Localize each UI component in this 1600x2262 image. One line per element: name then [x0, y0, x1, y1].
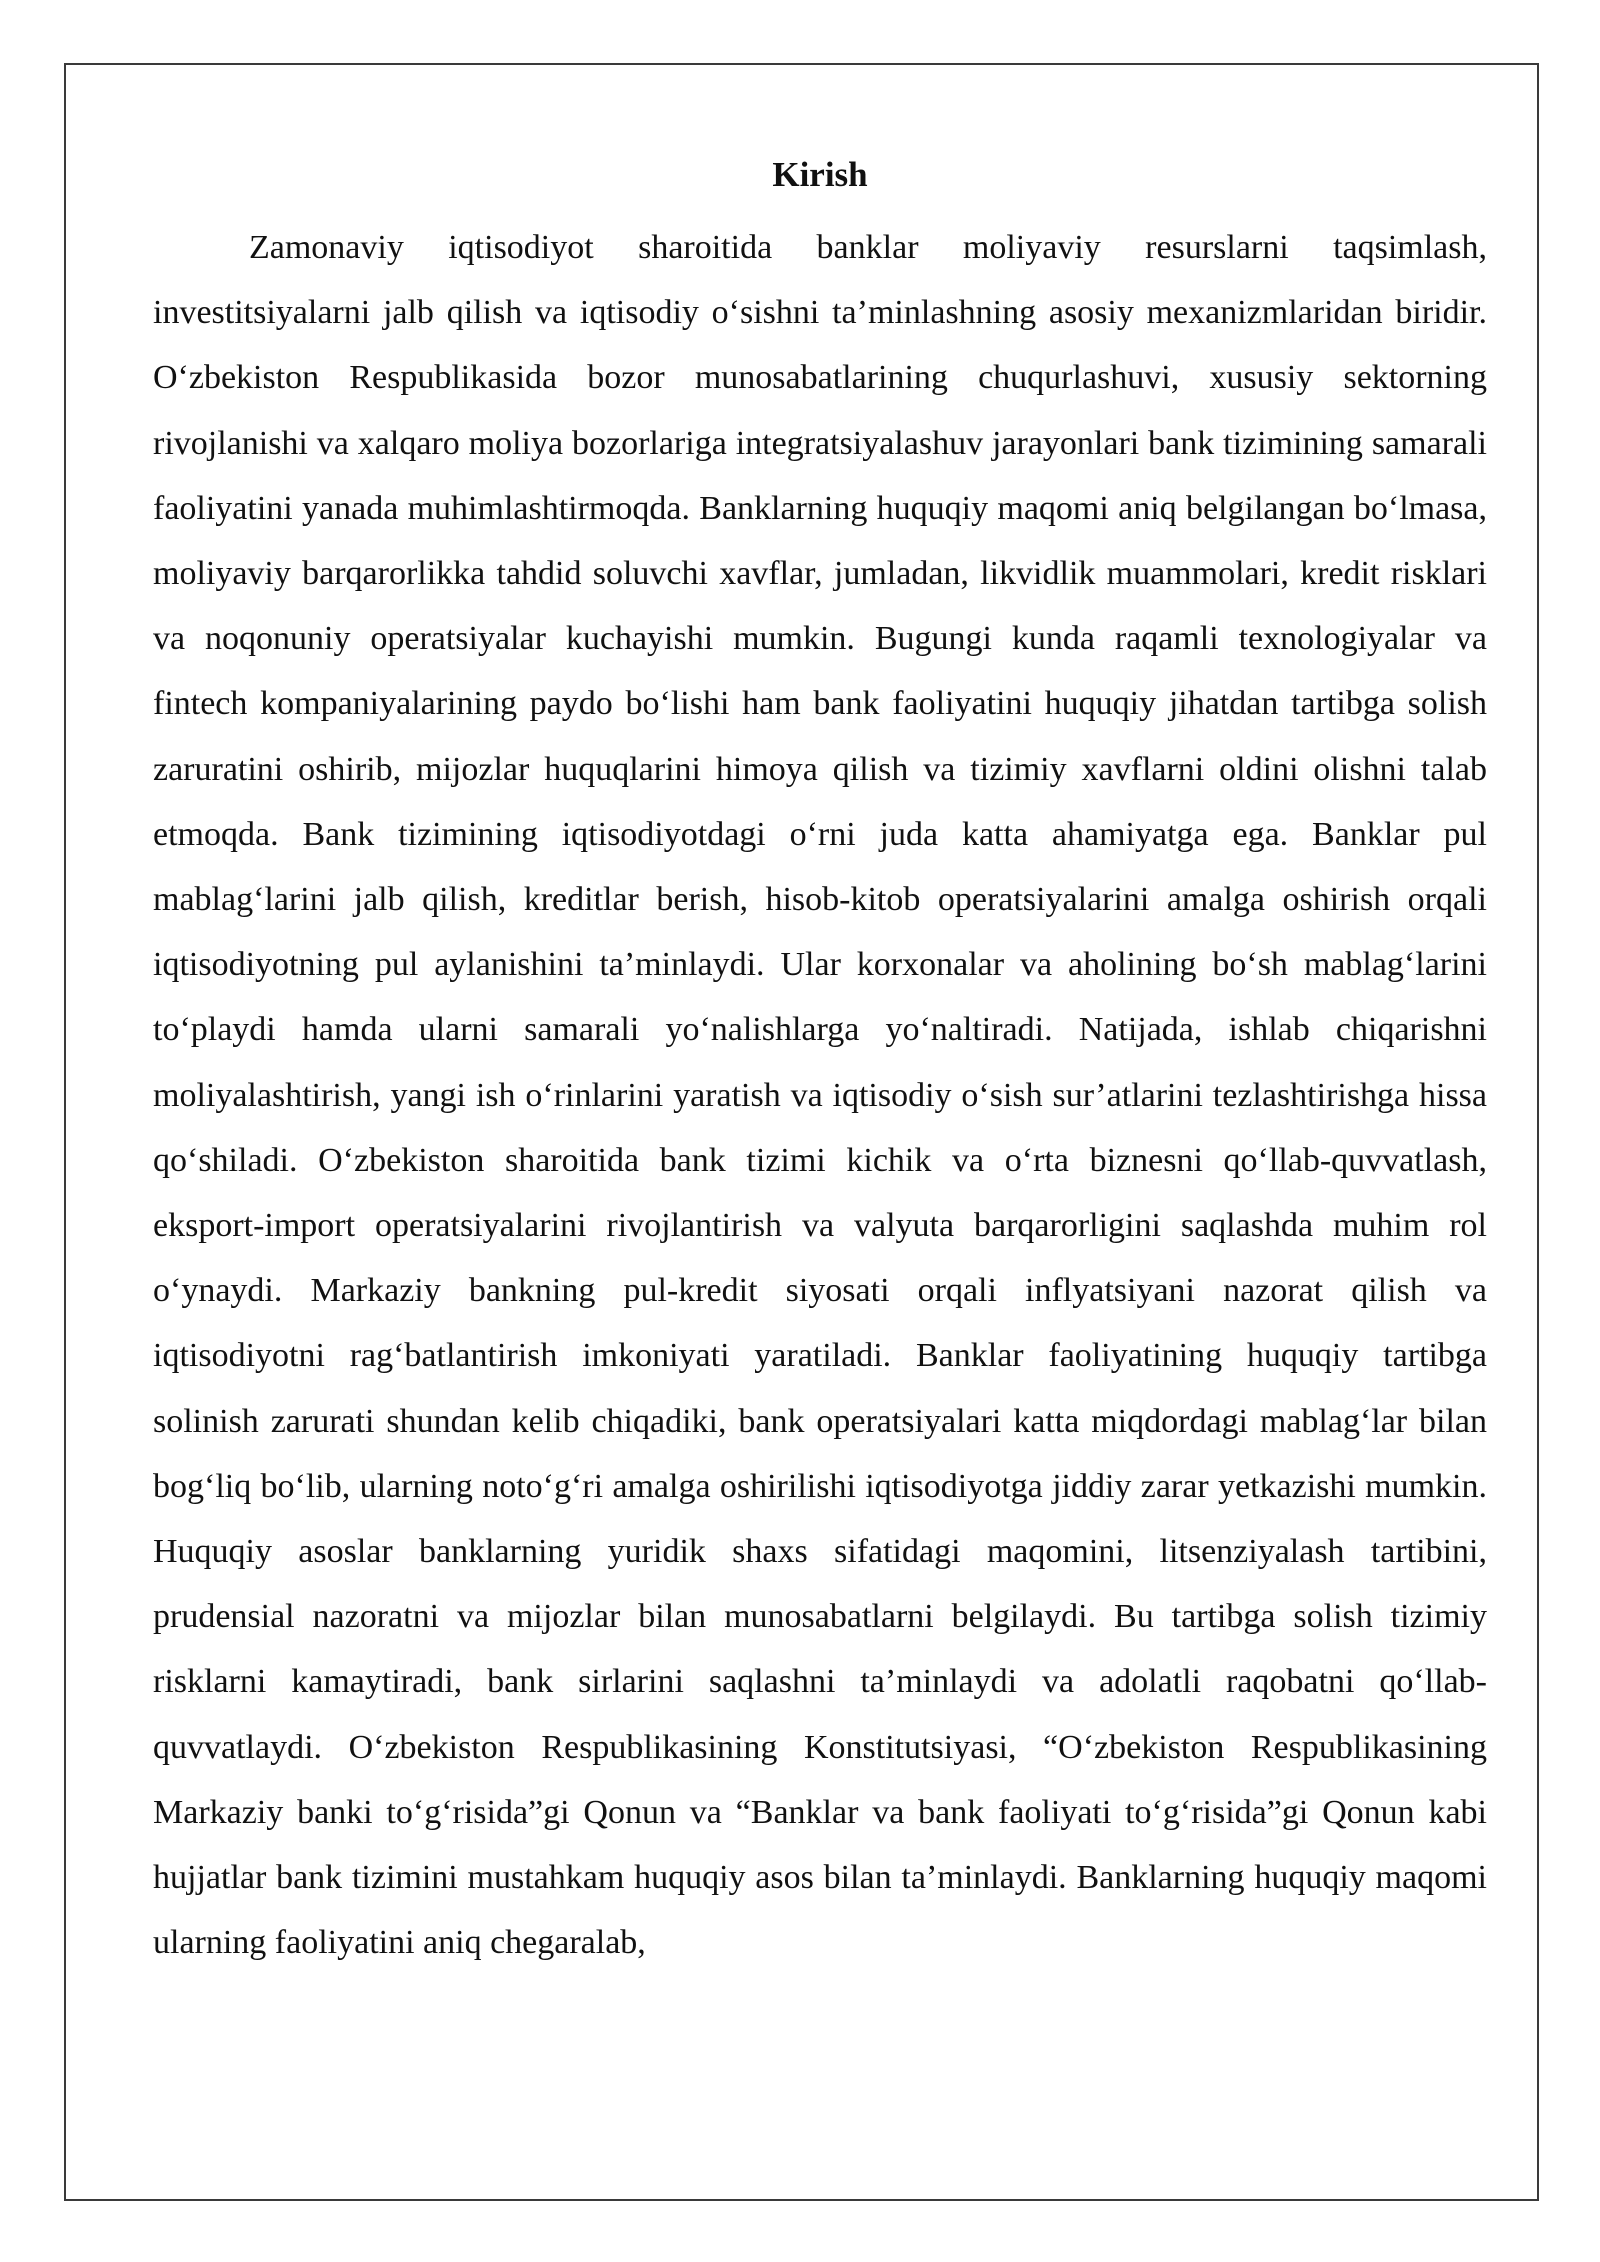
body-paragraph: Zamonaviy iqtisodiyot sharoitida banklar moliyaviy resurslarni taqsimlash, investitsiyalarni jalb qilish va iqtisodiy o‘sishni ta’minlashning asosiy mexanizmlaridan biridir. O‘zbekiston Respublikasida bozor munosabatlarining chuqurlashuvi, xususiy sektorning rivojlanishi va xalqaro moliya bozorlariga integratsiyalashuv jarayonlari bank tizimining samarali faoliyatini yanada muhimlashtirmoqda. Banklarning huquqiy maqomi aniq belgilangan bo‘lmasa, moliyaviy barqarorlikka tahdid soluvchi xavflar, jumladan, likvidlik muammolari, kredit risklari va noqonuniy operatsiyalar kuchayishi mumkin. Bugungi kunda raqamli texnologiyalar va fintech kompaniyalarining paydo bo‘lishi ham bank faoliyatini huquqiy jihatdan tartibga solish zaruratini oshirib, mijozlar huquqlarini himoya qilish va tizimiy xavflarni oldini olishni talab etmoqda. Bank tizimining iqtisodiyotdagi o‘rni juda katta ahamiyatga ega. Banklar pul mablag‘larini jalb qilish, kreditlar berish, hisob-kitob operatsiyalarini amalga oshirish orqali iqtisodiyotning pul aylanishini ta’minlaydi. Ular korxonalar va aholining bo‘sh mablag‘larini to‘playdi hamda ularni samarali yo‘nalishlarga yo‘naltiradi. Natijada, ishlab chiqarishni moliyalashtirish, yangi ish o‘rinlarini yaratish va iqtisodiy o‘sish sur’atlarini tezlashtirishga hissa qo‘shiladi. O‘zbekiston sharoitida bank tizimi kichik va o‘rta biznesni qo‘llab-quvvatlash, eksport-import operatsiyalarini rivojlantirish va valyuta barqarorligini saqlashda muhim rol o‘ynaydi. Markaziy bankning pul-kredit siyosati orqali inflyatsiyani nazorat qilish va iqtisodiyotni rag‘batlantirish imkoniyati yaratiladi. Banklar faoliyatining huquqiy tartibga solinish zarurati shundan kelib chiqadiki, bank operatsiyalari katta miqdordagi mablag‘lar bilan bog‘liq bo‘lib, ularning noto‘g‘ri amalga oshirilishi iqtisodiyotga jiddiy zarar yetkazishi mumkin. Huquqiy asoslar banklarning yuridik shaxs sifatidagi maqomini, litsenziyalash tartibini, prudensial nazoratni va mijozlar bilan munosabatlarni belgilaydi. Bu tartibga solish tizimiy risklarni kamaytiradi, bank sirlarini saqlashni ta’minlaydi va adolatli raqobatni qo‘llab-quvvatlaydi. O‘zbekiston Respublikasining Konstitutsiyasi, “O‘zbekiston Respublikasining Markaziy banki to‘g‘risida”gi Qonun va “Banklar va bank faoliyati to‘g‘risida”gi Qonun kabi hujjatlar bank tizimini mustahkam huquqiy asos bilan ta’minlaydi. Banklarning huquqiy maqomi ularning faoliyatini aniq chegaralab, — [153, 229, 1487, 1962]
document-content — [153, 150, 1487, 1975]
document-title: Kirish — [772, 155, 868, 194]
